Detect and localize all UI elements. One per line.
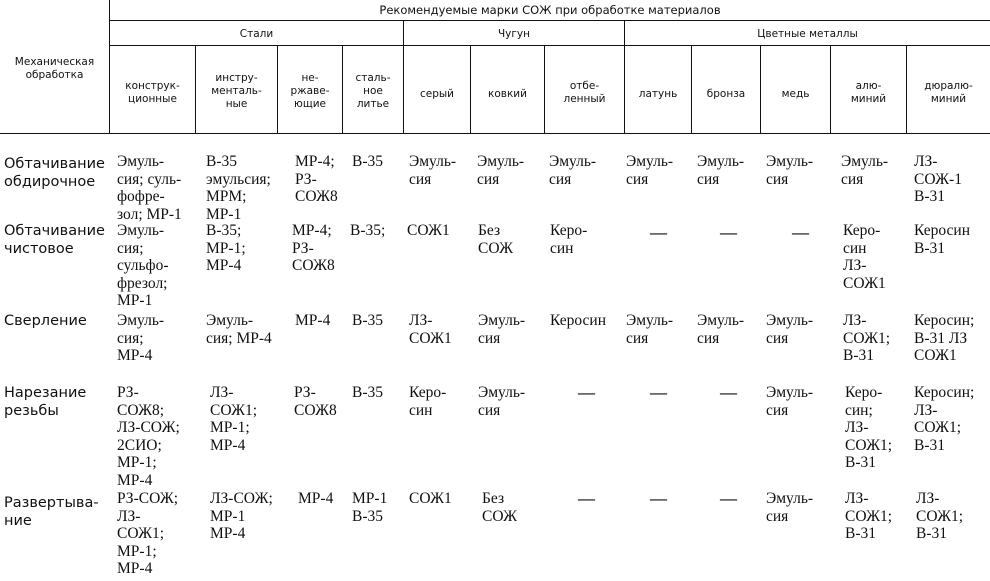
table-cell: Эмуль- сия <box>478 312 526 347</box>
table-cell: МР-4 <box>298 490 334 507</box>
table-cell: Эмуль- сия <box>766 153 814 188</box>
table-cell: Эмуль- сия <box>841 153 889 188</box>
table-cell: В-35; МР-1; МР-4 <box>206 222 246 274</box>
empty-dash: — <box>650 223 667 242</box>
table-cell: МР-4 <box>295 312 331 329</box>
table-cell: В-35 <box>352 153 383 170</box>
table-cell: МР-4; РЗ- СОЖ8 <box>292 222 335 274</box>
table-cell: Эмуль- сия <box>697 153 745 188</box>
empty-dash: — <box>720 489 737 508</box>
empty-dash: — <box>720 383 737 402</box>
table-cell: Эмуль- сия <box>549 153 597 188</box>
table-cell: МР-4; РЗ- СОЖ8 <box>295 153 338 205</box>
col-header-operation: Механическая обработка <box>14 56 95 81</box>
empty-dash: — <box>578 489 595 508</box>
table-cell: Керосин; ЛЗ- СОЖ1; В-31 <box>914 384 975 454</box>
table-cell: ЛЗ- СОЖ1 <box>409 312 452 347</box>
table-cell: Эмуль- сия <box>478 384 526 419</box>
rule-under-super-header <box>110 20 990 21</box>
table-cell: В-35 <box>352 384 383 401</box>
table-cell: Керо- син <box>550 222 588 257</box>
rule-under-column-header <box>0 133 990 134</box>
col-header-structural: конструк- ционные <box>125 80 180 105</box>
table-cell: В-35; <box>350 222 386 239</box>
col-header-copper: медь <box>781 88 810 100</box>
col-header-cast-steel: сталь- ное литье <box>355 72 391 110</box>
col-header-duralumin: дюралю- миний <box>924 80 973 105</box>
col-header-stainless: не- ржаве- ющие <box>290 72 330 110</box>
table-cell: Эмуль- сия <box>626 312 674 347</box>
col-header-chilled: отбе- ленный <box>563 80 606 105</box>
empty-dash: — <box>792 223 809 242</box>
table-cell: ЛЗ- СОЖ1; В-31 <box>843 312 891 364</box>
table-cell: Эмуль- сия <box>766 384 814 419</box>
row-label-drilling: Сверление <box>4 313 87 329</box>
table-cell: МР-1 В-35 <box>352 490 388 525</box>
col-header-aluminium: алю- миний <box>850 80 887 105</box>
table-cell: Эмуль- сия; МР-4 <box>117 312 165 364</box>
table-cell: Керо- син ЛЗ- СОЖ1 <box>843 222 886 292</box>
table-cell: Эмуль- сия <box>477 153 525 188</box>
table-cell: Эмуль- сия <box>697 312 745 347</box>
row-label-rough-turning: Обтачивание обдирочное <box>4 156 105 190</box>
table-cell: Эмуль- сия; МР-4 <box>206 312 272 347</box>
empty-dash: — <box>720 223 737 242</box>
table-cell: В-35 <box>352 312 383 329</box>
table-cell: Керосин В-31 <box>914 222 970 257</box>
col-header-tool: инстру- менталь- ные <box>211 72 262 110</box>
group-header-nonferrous: Цветные металлы <box>757 28 858 40</box>
table-cell: Эмуль- сия <box>409 153 457 188</box>
table-cell: ЛЗ-СОЖ; МР-1 МР-4 <box>210 490 273 542</box>
table-cell: РЗ- СОЖ8; ЛЗ-СОЖ; 2СИО; МР-1; МР-4 <box>117 384 180 489</box>
table-cell: Керосин <box>550 312 606 329</box>
table-cell: Керосин; В-31 ЛЗ СОЖ1 <box>914 312 975 364</box>
col-header-brass: латунь <box>638 88 678 100</box>
empty-dash: — <box>650 383 667 402</box>
table-cell: Эмуль- сия <box>766 312 814 347</box>
table-cell: РЗ-СОЖ; ЛЗ- СОЖ1; МР-1; МР-4 <box>117 490 179 577</box>
col-header-grey: серый <box>419 88 454 100</box>
table-cell: Без СОЖ <box>478 222 514 257</box>
group-header-castiron: Чугун <box>497 28 530 40</box>
empty-dash: — <box>650 489 667 508</box>
table-cell: СОЖ1 <box>407 222 450 239</box>
table-cell: В-35 эмульсия; МРМ; МР-1 <box>206 153 271 223</box>
table-cell: Эмуль- сия <box>626 153 674 188</box>
col-header-bronze: бронза <box>706 88 746 100</box>
table-cell: ЛЗ- СОЖ1; МР-1; МР-4 <box>210 384 258 454</box>
table-cell: Эмуль- сия <box>766 490 814 525</box>
empty-dash: — <box>578 383 595 402</box>
col-header-malleable: ковкий <box>488 88 527 100</box>
row-label-threading: Нарезание резьбы <box>4 385 87 419</box>
group-header-steel: Стали <box>239 28 274 40</box>
super-header: Рекомендуемые марки СОЖ при обработке материалов <box>379 3 721 17</box>
table-cell: Эмуль- сия; сульфо- фрезол; МР-1 <box>117 222 169 309</box>
table-cell: Керо- син; ЛЗ- СОЖ1; В-31 <box>845 384 893 471</box>
table-cell: Эмуль- сия; суль- фофре- зол; МР-1 <box>117 153 182 223</box>
table-cell: ЛЗ- СОЖ1; В-31 <box>916 490 964 542</box>
row-label-finish-turning: Обтачивание чистовое <box>4 223 105 257</box>
table-cell: ЛЗ- СОЖ-1 В-31 <box>914 153 962 205</box>
table-cell: ЛЗ- СОЖ1; В-31 <box>845 490 893 542</box>
row-label-reaming: Развертыва- ние <box>4 495 99 529</box>
table-cell: Без СОЖ <box>482 490 518 525</box>
table-cell: РЗ- СОЖ8 <box>294 384 337 419</box>
table-cell: СОЖ1 <box>409 490 452 507</box>
rule-under-group-header <box>110 45 990 46</box>
table-cell: Керо- син <box>409 384 447 419</box>
